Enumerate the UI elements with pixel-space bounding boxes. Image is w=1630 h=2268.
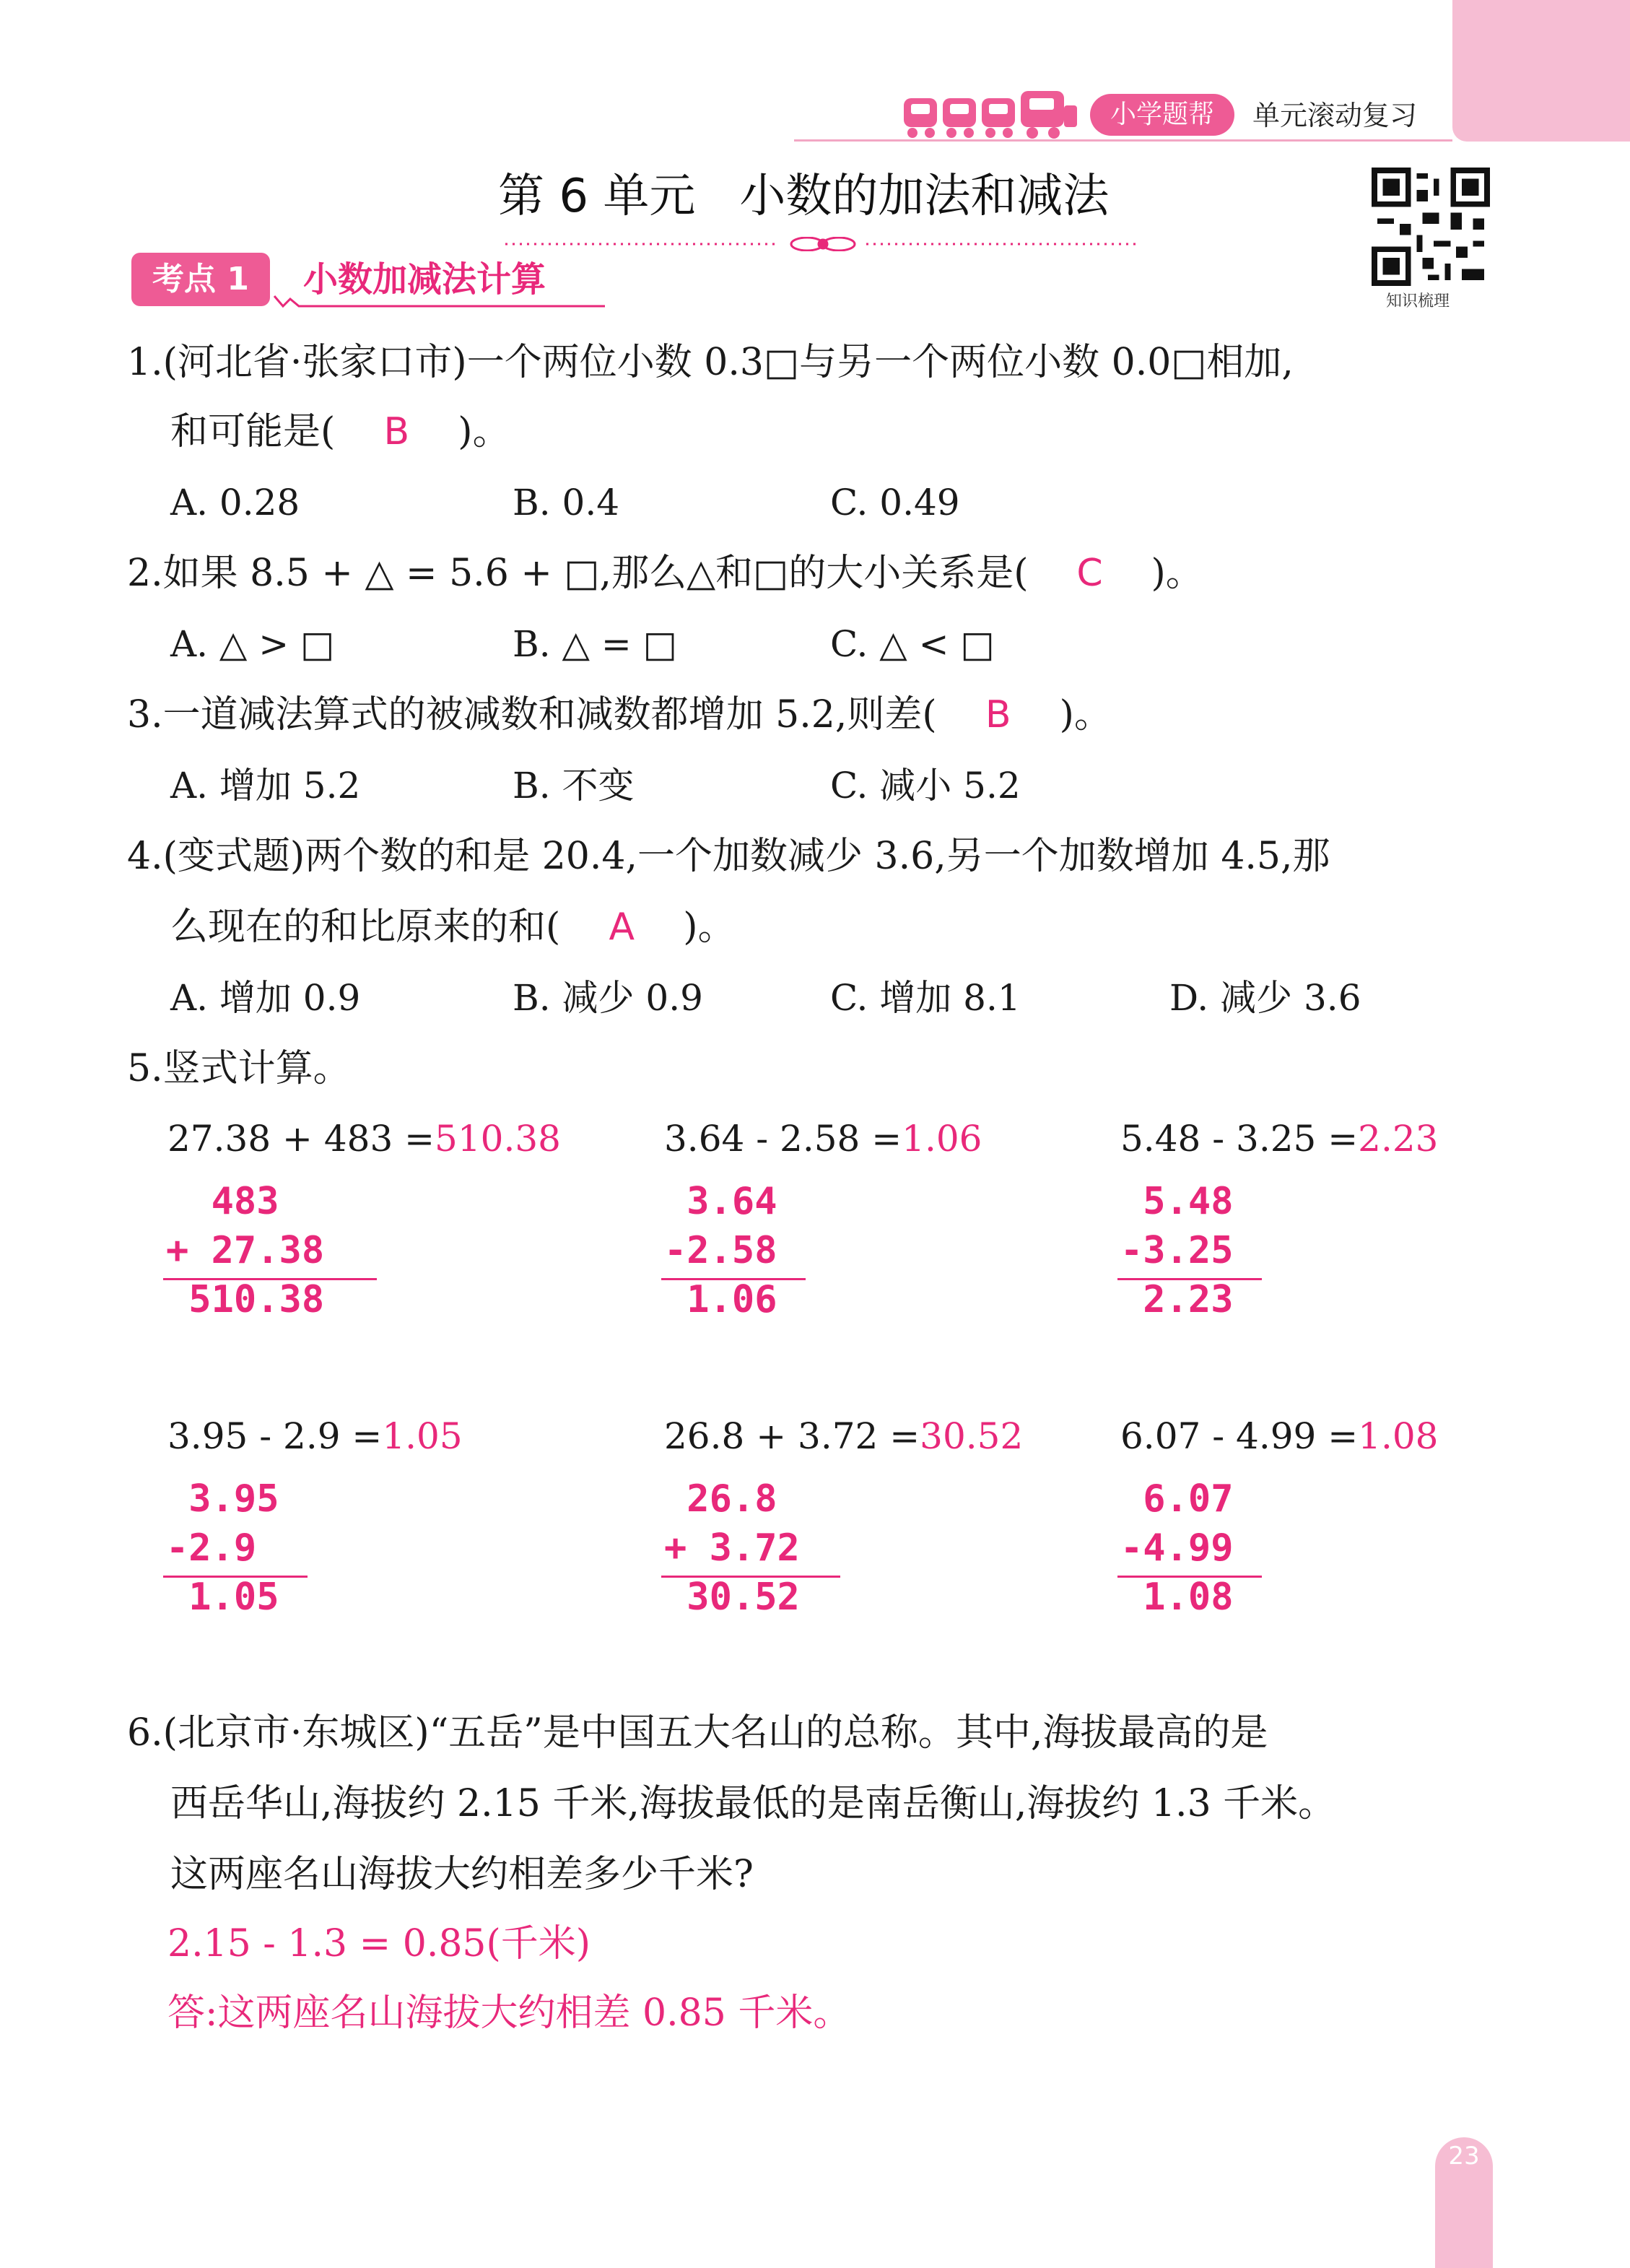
calc-5-expression: 26.8 + 3.72 = [664,1415,920,1457]
question-3-option-c: C. 减小 5.2 [830,765,1021,807]
question-3-close: )。 [1059,693,1112,737]
calc-4-result: 1.05 [382,1415,463,1457]
calc-2-vertical-bottom: 1.06 [664,1278,777,1321]
calc-4-vertical-mid: -2.9 [166,1526,257,1570]
question-6-line-3: 这两座名山海拔大约相差多少千米? [170,1853,754,1896]
calc-1-vertical-top: 483 [166,1180,279,1223]
question-2-option-b: B. △ = □ [513,623,677,665]
calc-4-equation [167,1414,463,1459]
calc-6-vertical-mid: -4.99 [1120,1526,1234,1570]
calc-3-vertical-bottom: 2.23 [1120,1278,1234,1321]
question-6-calculation: 2.15 - 1.3 = 0.85(千米) [167,1922,591,1965]
calc-6-result: 1.08 [1358,1415,1439,1457]
question-1-answer: B [383,410,410,453]
question-4-line-2 [170,904,736,950]
top-corner-tab [1452,0,1630,142]
calc-1-vertical-mid: + 27.38 [166,1229,325,1272]
question-4-close: )。 [683,905,736,949]
question-4-option-a: A. 增加 0.9 [170,977,361,1019]
question-1-option-a: A. 0.28 [170,482,300,523]
question-1-option-b: B. 0.4 [513,482,620,523]
train-icon [901,88,1081,140]
question-2-option-a: A. △ > □ [170,623,335,665]
topic-underline [273,295,605,309]
question-4-prompt: 么现在的和比原来的和( [170,905,561,949]
calc-6-vertical-top: 6.07 [1120,1477,1234,1521]
question-4-option-d: D. 减少 3.6 [1169,977,1361,1019]
question-3-option-a: A. 增加 5.2 [170,765,361,807]
question-1-line-1: 1.(河北省·张家口市)一个两位小数 0.3□与另一个两位小数 0.0□相加, [127,341,1294,384]
question-6-line-2: 西岳华山,海拔约 2.15 千米,海拔最低的是南岳衡山,海拔约 1.3 千米。 [170,1782,1336,1825]
calc-6-expression: 6.07 - 4.99 = [1120,1415,1359,1457]
qr-label: 知识梳理 [1386,292,1450,310]
brand-badge: 小学题帮 [1090,94,1234,136]
topic-badge: 考点 1 [131,253,270,306]
question-1-line-2 [170,409,510,455]
qr-code-icon[interactable] [1372,168,1490,286]
calc-4-expression: 3.95 - 2.9 = [167,1415,383,1457]
question-4-option-b: B. 减少 0.9 [513,977,703,1019]
calc-5-vertical-mid: + 3.72 [664,1526,800,1570]
calc-3-expression: 5.48 - 3.25 = [1120,1118,1359,1160]
calc-5-vertical-top: 26.8 [664,1477,777,1521]
calc-3-result: 2.23 [1358,1118,1439,1160]
question-5-title: 5.竖式计算。 [127,1047,351,1090]
calc-5-result: 30.52 [920,1415,1024,1457]
calc-5-equation [664,1414,1023,1459]
calc-2-equation [664,1116,982,1161]
question-2-close: )。 [1151,552,1203,595]
calc-2-vertical-mid: -2.58 [664,1229,777,1272]
question-3-prompt: 3.一道减法算式的被减数和减数都增加 5.2,则差( [127,693,937,737]
calc-3-vertical-top: 5.48 [1120,1180,1234,1223]
question-4-answer: A [609,905,635,949]
header-divider [794,139,1452,142]
question-1-prompt: 和可能是( [170,410,336,453]
question-2-prompt: 2.如果 8.5 + △ = 5.6 + □,那么△和□的大小关系是( [127,552,1029,595]
calc-3-vertical-mid: -3.25 [1120,1229,1234,1272]
question-1-option-c: C. 0.49 [830,482,960,523]
question-6-answer: 答:这两座名山海拔大约相差 0.85 千米。 [167,1991,851,2035]
question-2-option-c: C. △ < □ [830,623,995,665]
topic-title: 小数加减法计算 [303,259,546,300]
question-3-answer: B [985,693,1011,737]
question-6-line-1: 6.(北京市·东城区)“五岳”是中国五大名山的总称。其中,海拔最高的是 [127,1711,1268,1755]
question-2 [127,550,1203,596]
question-3 [127,692,1112,738]
calc-1-expression: 27.38 + 483 = [167,1118,435,1160]
question-4-line-1: 4.(变式题)两个数的和是 20.4,一个加数减少 3.6,另一个加数增加 4.5,那 [127,835,1330,878]
title-dotted-ornament [505,237,1141,251]
page-title: 第 6 单元 小数的加法和减法 [498,170,1110,223]
question-4-option-c: C. 增加 8.1 [830,977,1021,1019]
calc-4-vertical-bottom: 1.05 [166,1576,279,1619]
question-2-answer: C [1076,552,1103,595]
calc-2-vertical-top: 3.64 [664,1180,777,1223]
calc-1-equation [167,1116,561,1161]
calc-1-vertical-bottom: 510.38 [166,1278,325,1321]
calc-1-result: 510.38 [435,1118,561,1160]
calc-5-vertical-bottom: 30.52 [664,1576,800,1619]
question-3-option-b: B. 不变 [513,765,635,807]
calc-6-vertical-bottom: 1.08 [1120,1576,1234,1619]
calc-6-equation [1120,1414,1438,1459]
calc-2-result: 1.06 [902,1118,982,1160]
calc-2-expression: 3.64 - 2.58 = [664,1118,902,1160]
calc-3-equation [1120,1116,1438,1161]
question-1-close: )。 [458,410,510,453]
calc-4-vertical-top: 3.95 [166,1477,279,1521]
header-subtitle: 单元滚动复习 [1252,100,1418,131]
page-number: 23 [1448,2142,1480,2171]
